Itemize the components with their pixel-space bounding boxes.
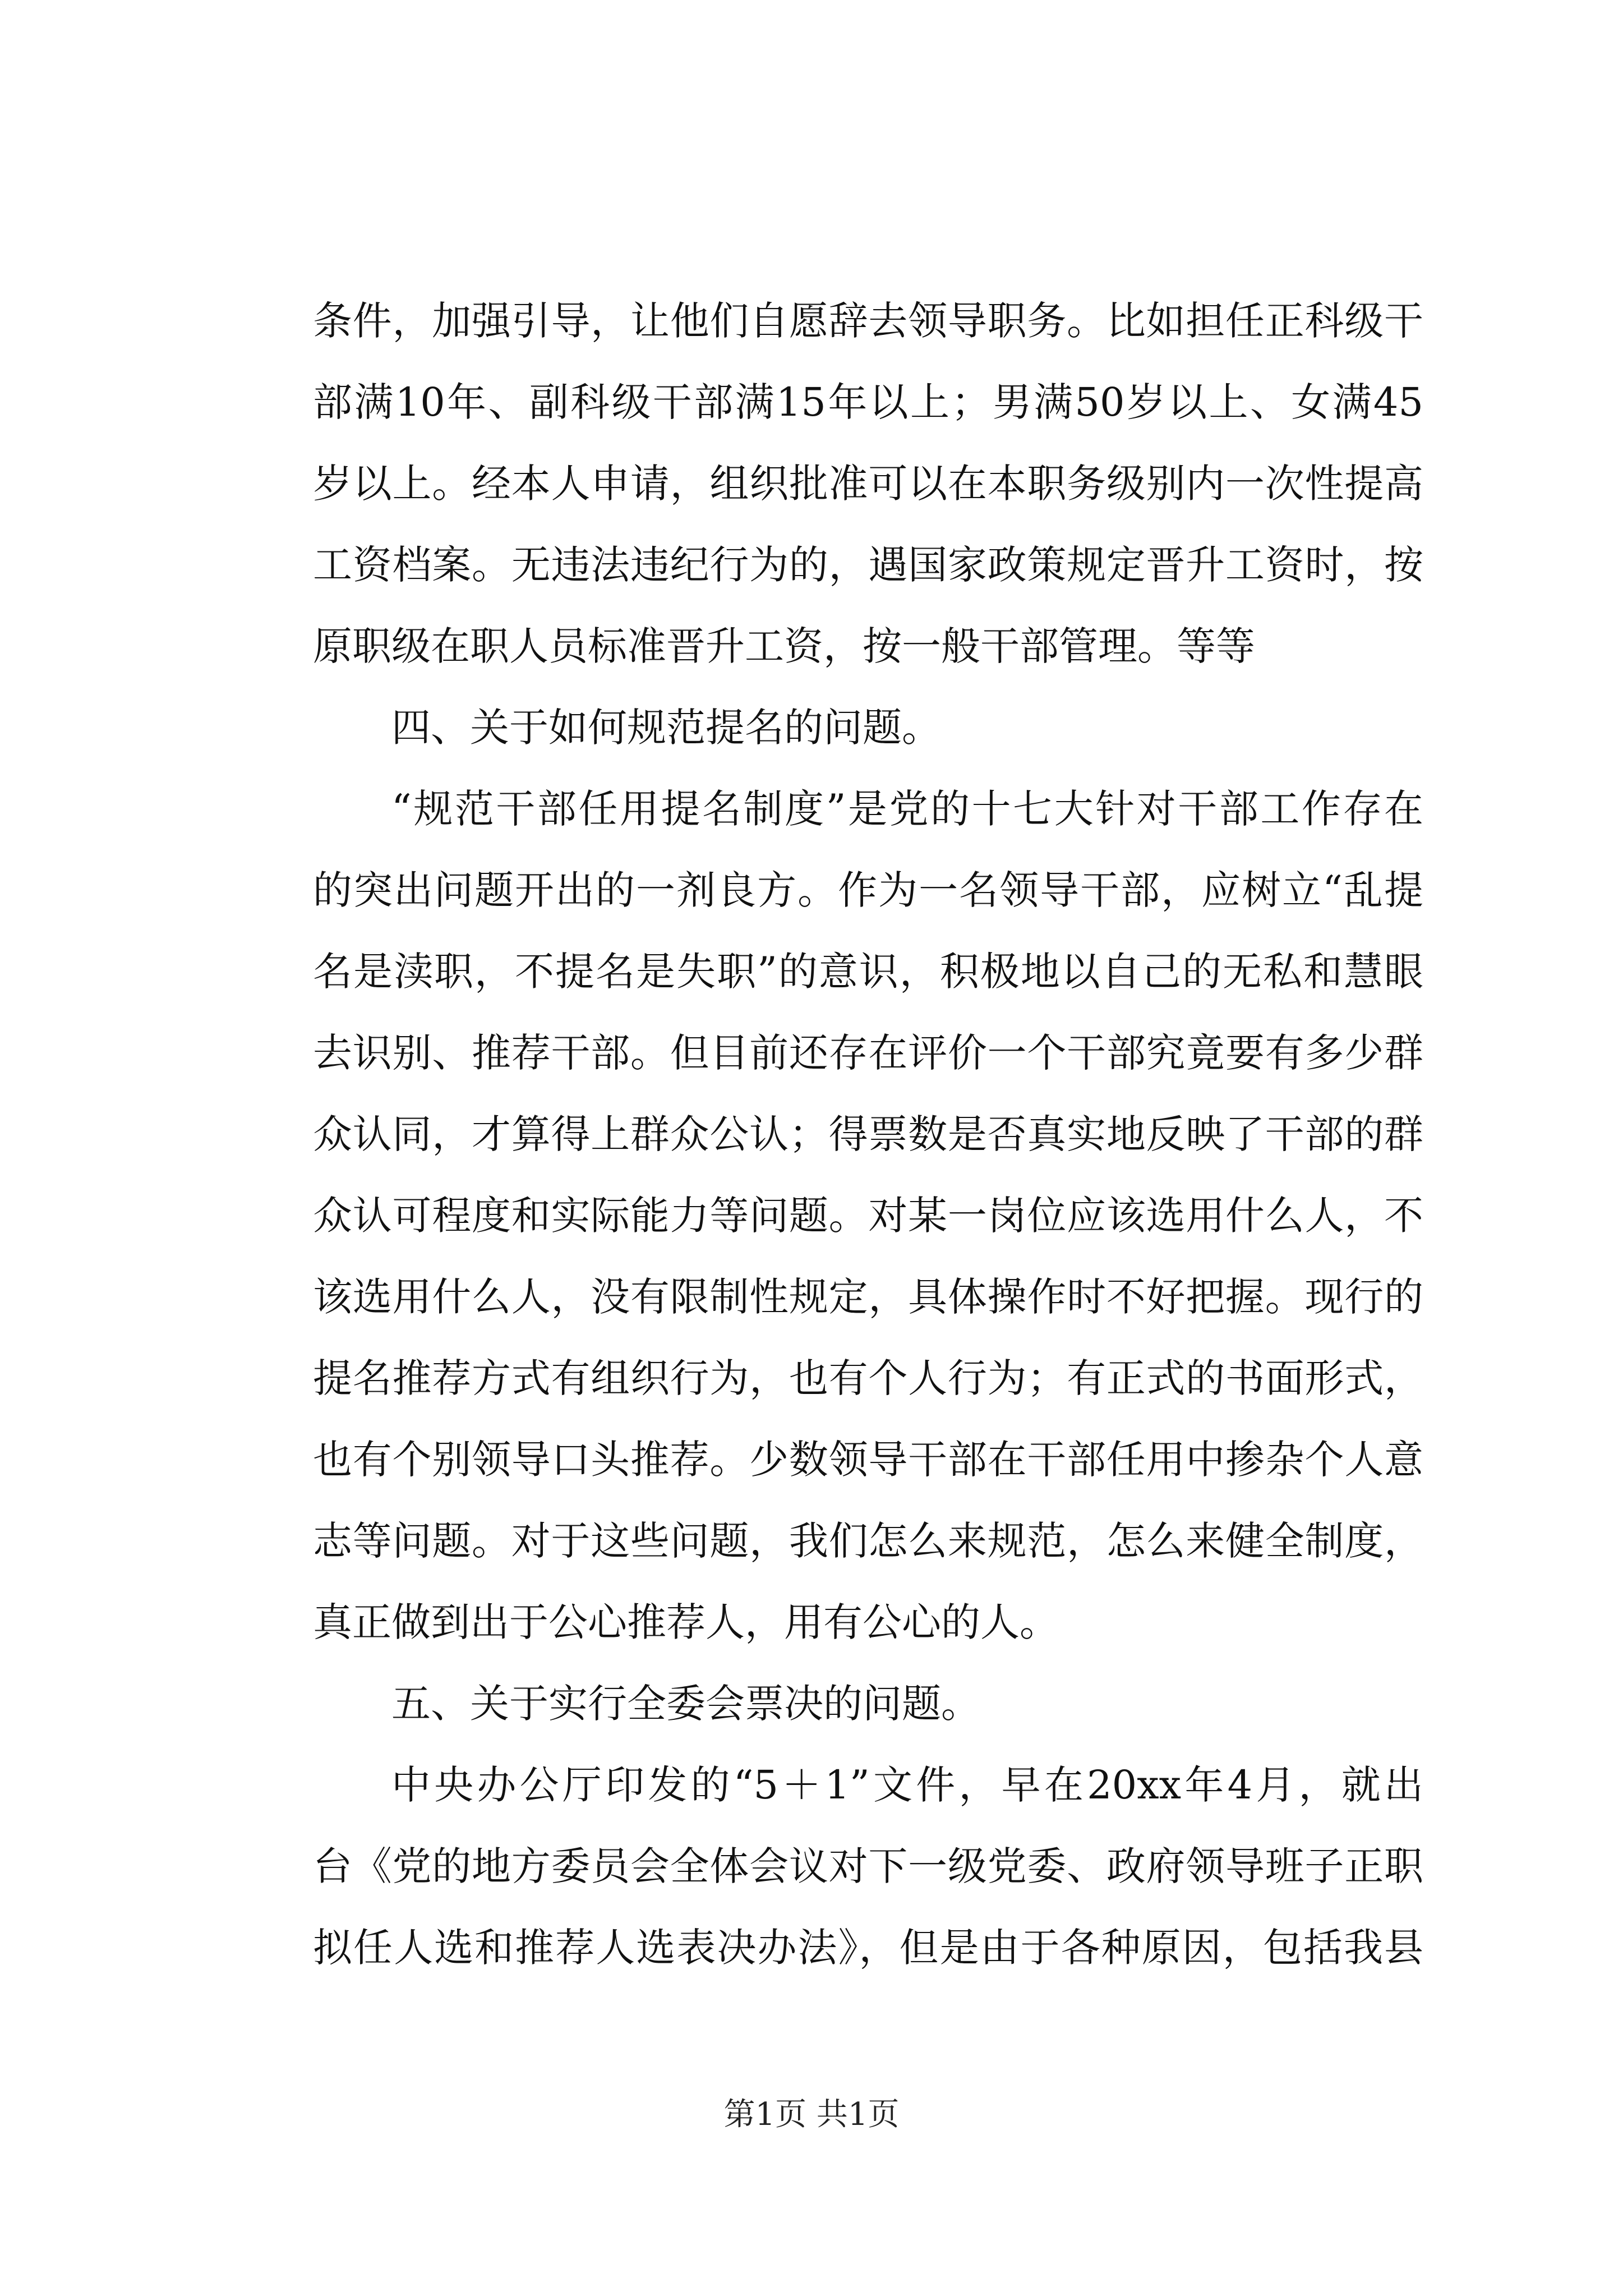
text-line: 拟任人选和推荐人选表决办法》，但是由于各种原因，包括我县: [313, 1925, 1423, 1971]
text-line: 的突出问题开出的一剂良方。作为一名领导干部，应树立“乱提: [313, 867, 1423, 913]
text-line: 部满10年、副科级干部满15年以上；男满50岁以上、女满45: [313, 379, 1423, 425]
text-line: 原职级在职人员标准晋升工资，按一般干部管理。等等: [313, 623, 1255, 669]
text-line: 去识别、推荐干部。但目前还存在评价一个干部究竟要有多少群: [313, 1030, 1423, 1076]
text-line: 中央办公厅印发的“5＋1”文件，早在20xx年4月，就出: [391, 1762, 1423, 1808]
text-line: 真正做到出于公心推荐人，用有公心的人。: [313, 1599, 1059, 1645]
page-footer: 第1页 共1页: [723, 2096, 900, 2133]
text-line: 众认可程度和实际能力等问题。对某一岗位应该选用什么人，不: [313, 1193, 1423, 1239]
section-heading-5: 五、关于实行全委会票决的问题。: [391, 1681, 980, 1727]
text-line: 台《党的地方委员会全体会议对下一级党委、政府领导班子正职: [313, 1843, 1423, 1889]
text-line: 岁以上。经本人申请，组织批准可以在本职务级别内一次性提高: [313, 461, 1423, 507]
text-line: 条件，加强引导，让他们自愿辞去领导职务。比如担任正科级干: [313, 298, 1423, 344]
text-line: “规范干部任用提名制度”是党的十七大针对干部工作存在: [391, 786, 1423, 832]
text-line: 名是渎职，不提名是失职”的意识，积极地以自己的无私和慧眼: [313, 949, 1423, 995]
text-line: 该选用什么人，没有限制性规定，具体操作时不好把握。现行的: [313, 1274, 1423, 1320]
text-line: 众认同，才算得上群众公认；得票数是否真实地反映了干部的群: [313, 1111, 1423, 1157]
body-text: [313, 280, 1423, 1989]
section-heading-4: 四、关于如何规范提名的问题。: [391, 705, 941, 751]
text-line: 工资档案。无违法违纪行为的，遇国家政策规定晋升工资时，按: [313, 542, 1423, 588]
text-line: 也有个别领导口头推荐。少数领导干部在干部任用中掺杂个人意: [313, 1437, 1423, 1483]
text-line: 提名推荐方式有组织行为，也有个人行为；有正式的书面形式，: [313, 1355, 1423, 1401]
text-line: 志等问题。对于这些问题，我们怎么来规范，怎么来健全制度，: [313, 1518, 1423, 1564]
